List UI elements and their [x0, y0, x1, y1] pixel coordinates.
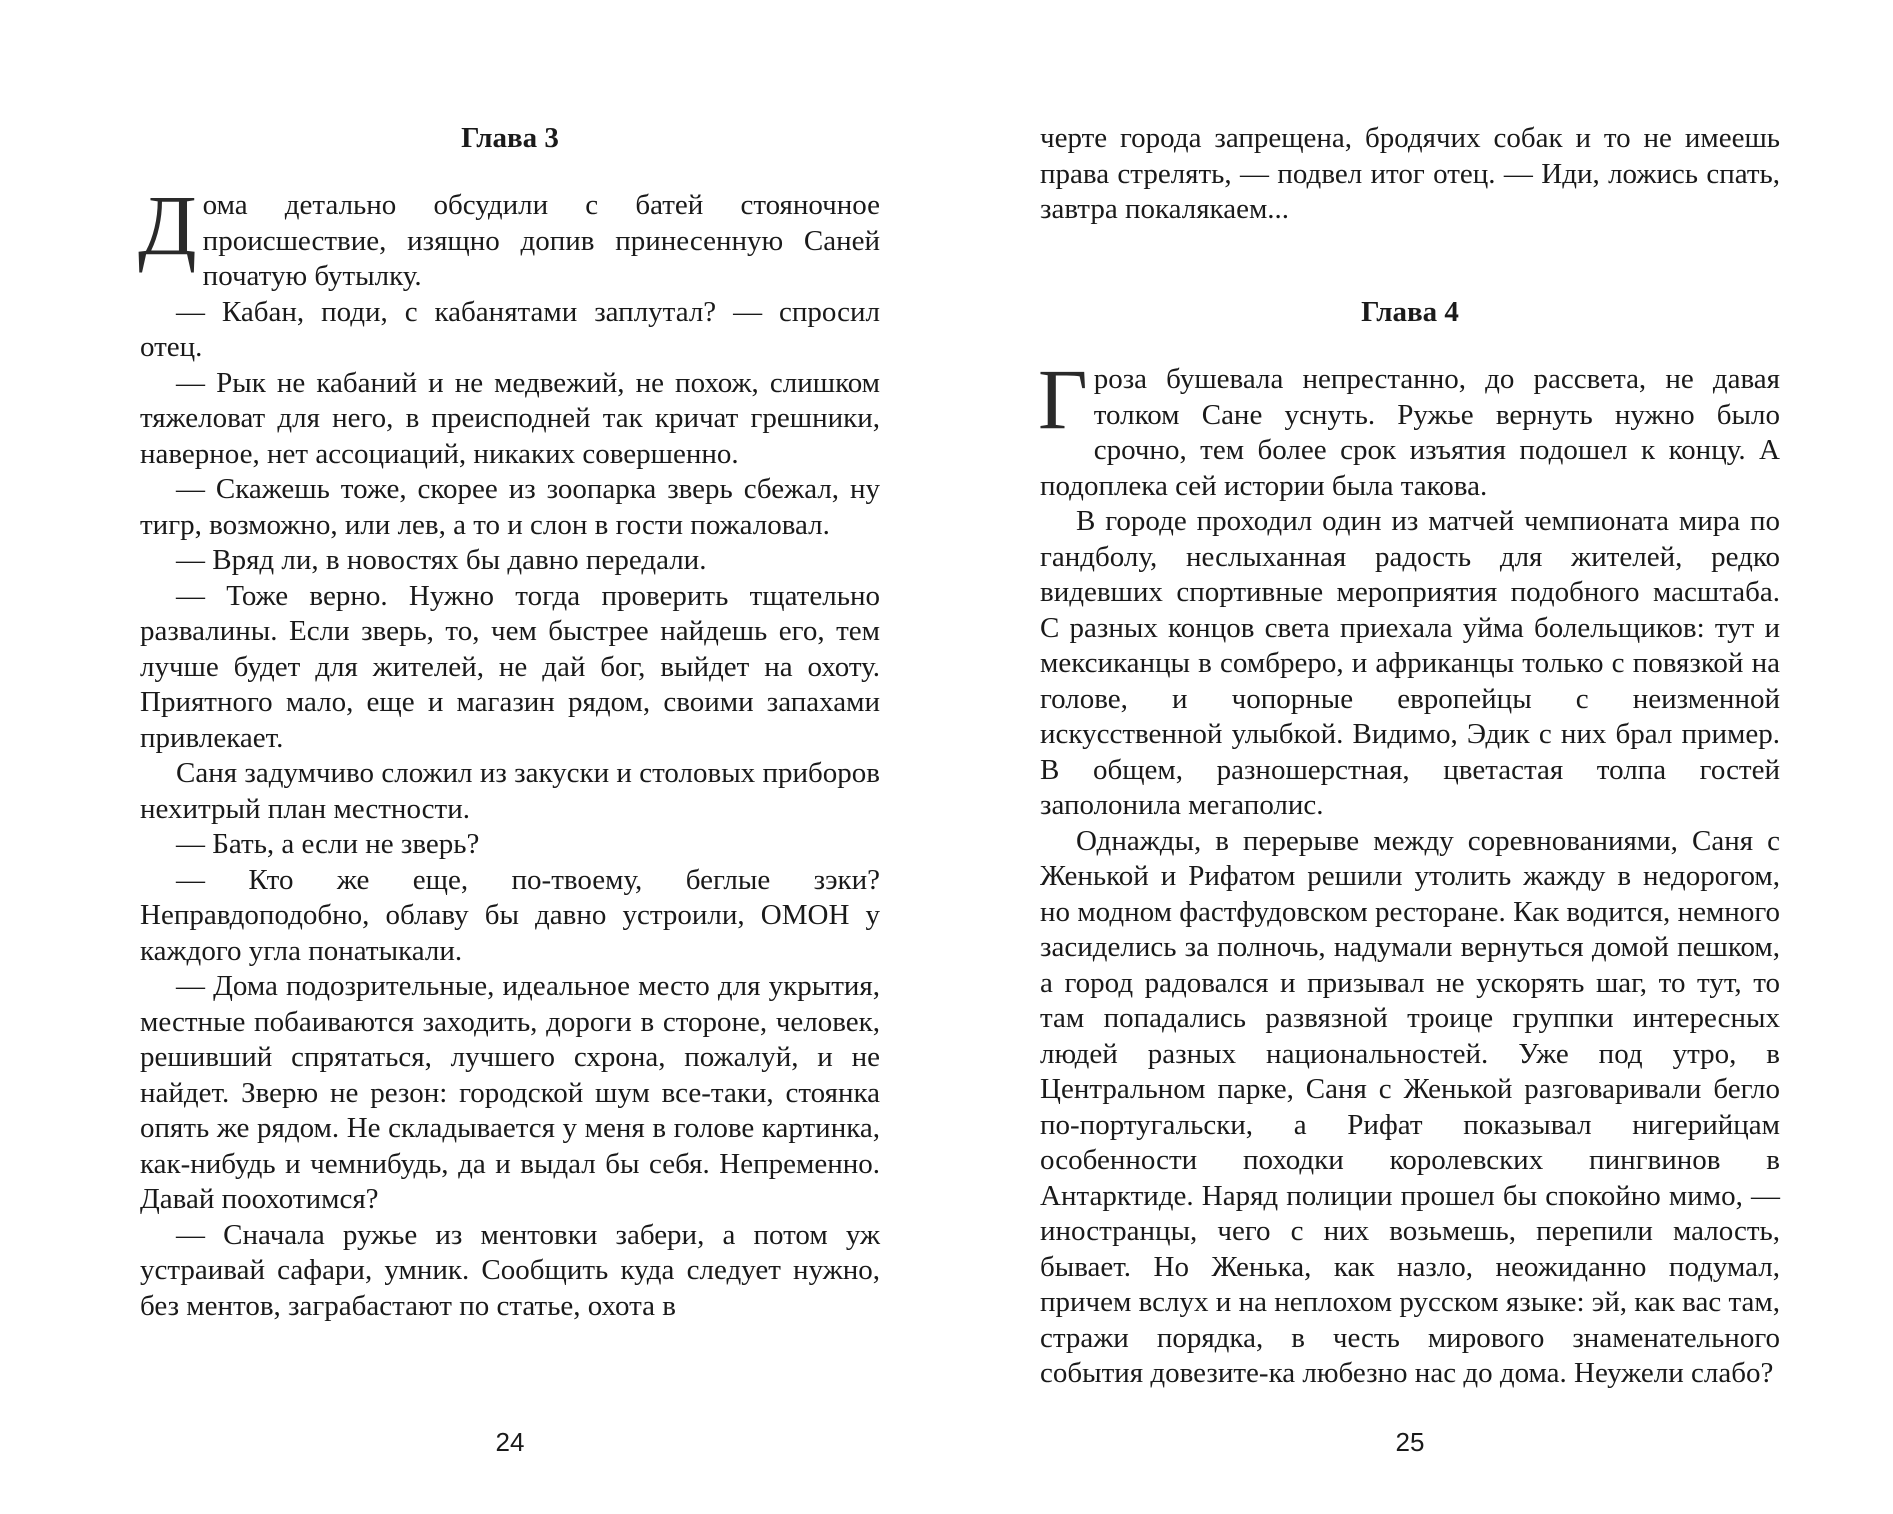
chapter-4-title: Глава 4: [1361, 296, 1459, 328]
opening-paragraph-text: роза бушевала непрестанно, до рассвета, не давая толком Сане уснуть. Ружье вернуть нужно было срочно, тем более срок изъятия подошел к концу. А подоплека сей истории была такова.: [1040, 363, 1780, 502]
page-number-right: 25: [1395, 1427, 1425, 1457]
paragraph: Саня задумчиво сложил из закуски и столовых приборов нехитрый план местности.: [140, 757, 880, 825]
opening-paragraph: [138, 177, 880, 295]
right-page: [1040, 0, 1780, 1514]
opening-paragraph-text: ома детально обсудили с батей стояночное происшествие, изящно допив принесенную Саней початую бутылку.: [202, 189, 880, 292]
chapter-3-title: Глава 3: [461, 122, 559, 154]
paragraph: — Кабан, поди, с кабанятами заплутал? — спросил отец.: [140, 295, 880, 363]
right-page-text: [1038, 351, 1780, 1392]
paragraph: В городе проходил один из матчей чемпионата мира по гандболу, неслыханная радость для жителей, редко видевших спортивные мероприятия подобного масштаба. С разных концов света приехала уйма болельщиков: тут и мексиканцы в сомбреро, и африканцы только с повязкой на голове, и чопорные европейцы с неизменной искусственной улыбкой. Видимо, Эдик с них брал пример. В общем, разношерстная, цветастая толпа гостей заполонила мегаполис.: [1040, 505, 1780, 821]
paragraph: — Дома подозрительные, идеальное место для укрытия, местные побаиваются заходить, дороги в стороне, человек, решивший спрятаться, лучшего схрона, пожалуй, и не найдет. Зверю не резон: городской шум все-таки, стоянка опять же рядом. Не складывается у меня в голове картинка, как-нибудь и чемнибудь, да и выдал бы себя. Непременно. Давай поохотимся?: [140, 970, 880, 1215]
left-page: [140, 0, 880, 1514]
paragraph: — Вряд ли, в новостях бы давно передали.: [176, 544, 707, 576]
paragraph: — Бать, а если не зверь?: [176, 828, 480, 860]
page-number-left: 24: [495, 1427, 525, 1457]
paragraph: — Сначала ружье из ментовки забери, а потом уж устраивай сафари, умник. Сообщить куда следует нужно, без ментов, заграбастают по статье, охота в: [140, 1218, 880, 1322]
drop-cap-letter: Г: [1038, 351, 1088, 447]
drop-cap-letter: Д: [138, 177, 197, 273]
continuation-text: [1040, 121, 1780, 228]
paragraph: Однажды, в перерыве между соревнованиями, Саня с Женькой и Рифатом решили утолить жажду в недорогом, но модном фастфудовском ресторане. Как водится, немного засиделись за полночь, надумали вернуться домой пешком, а город радовался и призывал не ускорять шаг, то тут, то там попадались развязной троице группки интересных людей разных национальностей. Уже под утро, в Центральном парке, Саня с Женькой разговаривали бегло по-португальски, а Рифат показывал нигерийцам особенности походки королевских пингвинов в Антарктиде. Наряд полиции прошел бы спокойно мимо, — иностранцы, чего с них возьмешь, перепили малость, бывает. Но Женька, как назло, неожиданно подумал, причем вслух и на неплохом русском языке: эй, как вас там, стражи порядка, в честь мирового знаменательного события довезите-ка любезно нас до дома. Неужели слабо?: [1040, 824, 1780, 1389]
paragraph: — Кто же еще, по-твоему, беглые зэки? Неправдоподобно, облаву бы давно устроили, ОМОН у каждого угла понатыкали.: [140, 863, 880, 967]
continuation-paragraph: черте города запрещена, бродячих собак и то не имеешь права стрелять, — подвел итог отец. — Иди, ложись спать, завтра покалякаем...: [1040, 122, 1780, 225]
paragraph: — Рык не кабаний и не медвежий, не похож, слишком тяжеловат для него, в преисподней так кричат грешники, наверное, нет ассоциаций, никаких совершенно.: [140, 366, 880, 470]
paragraph: — Скажешь тоже, скорее из зоопарка зверь сбежал, ну тигр, возможно, или лев, а то и слон в гости пожаловал.: [140, 473, 880, 541]
paragraph: — Тоже верно. Нужно тогда проверить тщательно развалины. Если зверь, то, чем быстрее найдешь его, тем лучше будет для жителей, не дай бог, выйдет на охоту. Приятного мало, еще и магазин рядом, своими запахами привлекает.: [140, 579, 880, 754]
opening-paragraph: [1038, 351, 1780, 504]
left-page-text: [138, 177, 880, 1324]
